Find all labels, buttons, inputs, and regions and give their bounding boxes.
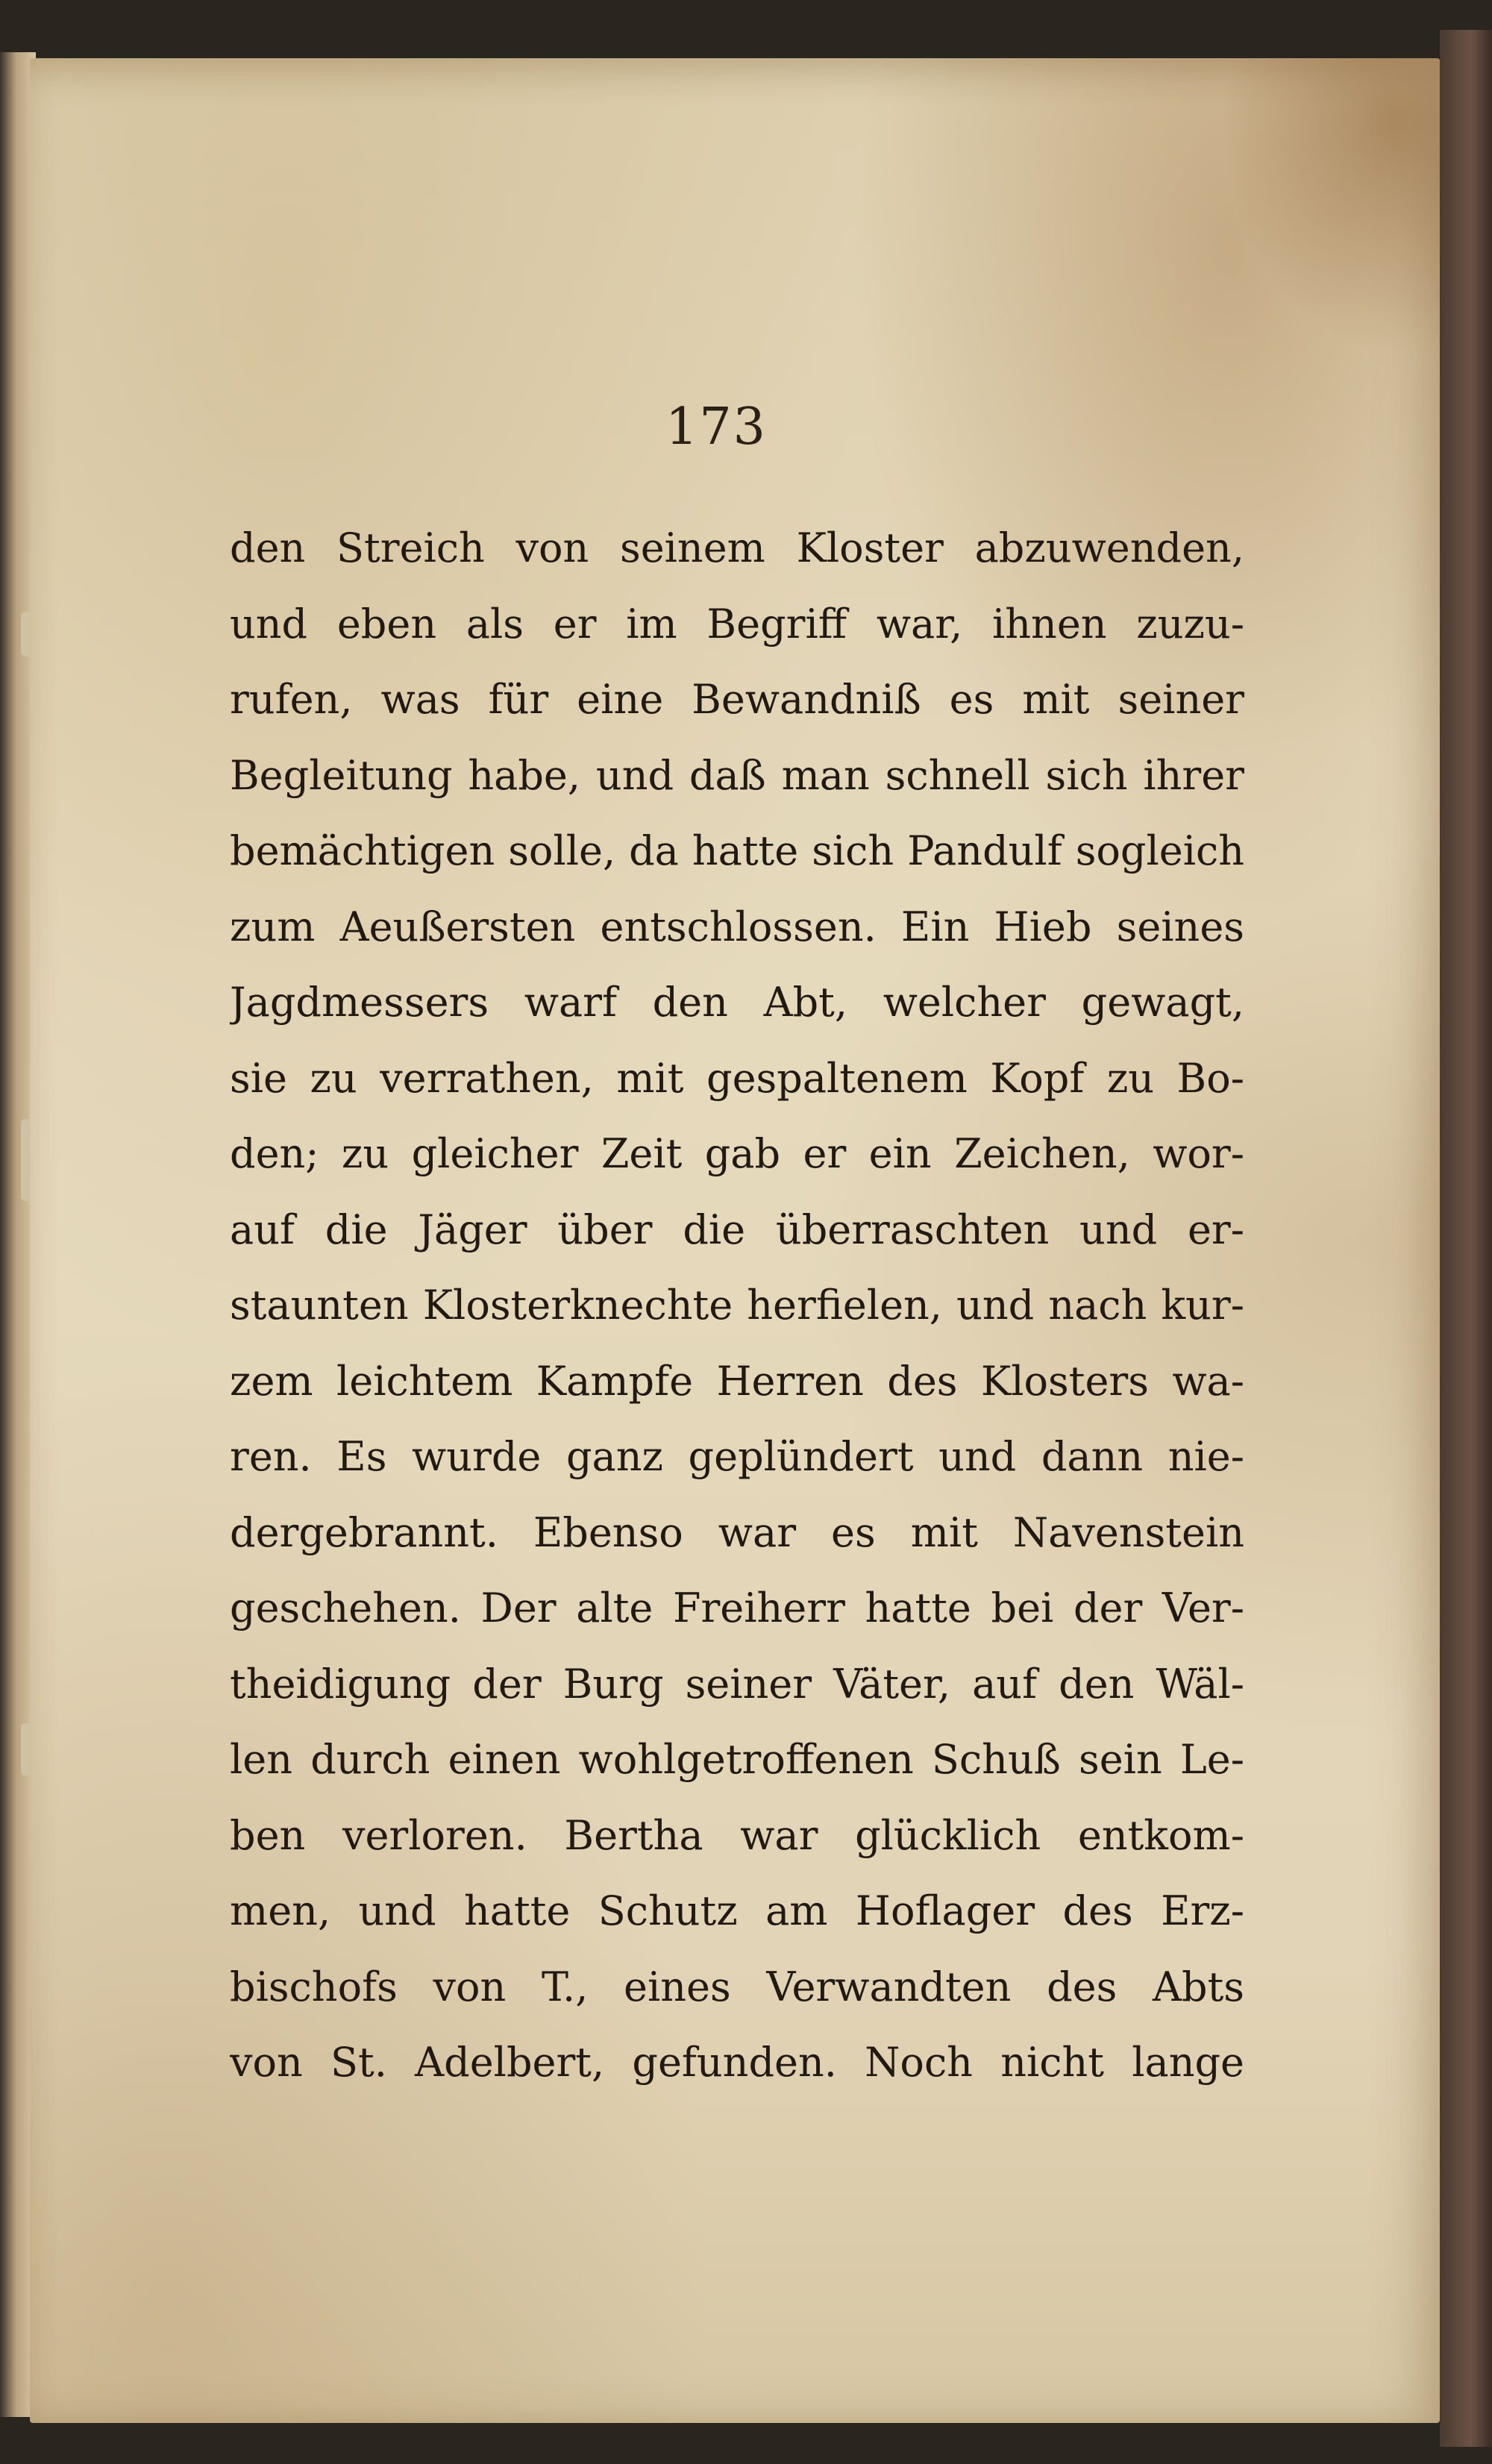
- text-line: bemächtigen solle, da hatte sich Pandulf sogleich: [230, 827, 1244, 874]
- text-line: sie zu verrathen, mit gespaltenem Kopf zu Bo-: [230, 1054, 1244, 1102]
- paper-page: [30, 58, 1440, 2423]
- text-line: von St. Adelbert, gefunden. Noch nicht lange: [230, 2039, 1244, 2086]
- text-line: ben verloren. Bertha war glücklich entkom-: [230, 1811, 1244, 1859]
- text-line: geschehen. Der alte Freiherr hatte bei der Ver-: [230, 1584, 1244, 1631]
- page-stain: [1209, 58, 1440, 372]
- text-line: men, und hatte Schutz am Hoflager des Erz-: [230, 1887, 1244, 1934]
- book-cover-edge: [1440, 30, 1492, 2447]
- text-line: rufen, was für eine Bewandniß es mit seiner: [230, 676, 1244, 723]
- text-line: zum Aeußersten entschlossen. Ein Hieb seines: [230, 903, 1244, 950]
- text-line: Begleitung habe, und daß man schnell sich ihrer: [230, 751, 1244, 799]
- text-line: staunten Klosterknechte herfielen, und nach kur-: [230, 1282, 1244, 1329]
- text-line: bischofs von T., eines Verwandten des Abts: [230, 1963, 1244, 2010]
- text-line: den; zu gleicher Zeit gab er ein Zeichen, wor-: [230, 1130, 1244, 1177]
- text-line: den Streich von seinem Kloster abzuwenden,: [230, 524, 1244, 571]
- text-line: dergebrannt. Ebenso war es mit Navenstein: [230, 1508, 1244, 1556]
- text-line: zem leichtem Kampfe Herren des Klosters wa-: [230, 1357, 1244, 1405]
- text-line: len durch einen wohlgetroffenen Schuß sein Le-: [230, 1736, 1244, 1783]
- text-line: und eben als er im Begriff war, ihnen zuzu-: [230, 600, 1244, 648]
- text-line: ren. Es wurde ganz geplündert und dann nie-: [230, 1433, 1244, 1480]
- text-line: Jagdmessers warf den Abt, welcher gewagt,: [230, 979, 1244, 1026]
- text-line: theidigung der Burg seiner Väter, auf den Wäl-: [230, 1660, 1244, 1708]
- text-line: auf die Jäger über die überraschten und er-: [230, 1206, 1244, 1253]
- page-number: 173: [665, 398, 767, 457]
- body-text: [230, 510, 1244, 2101]
